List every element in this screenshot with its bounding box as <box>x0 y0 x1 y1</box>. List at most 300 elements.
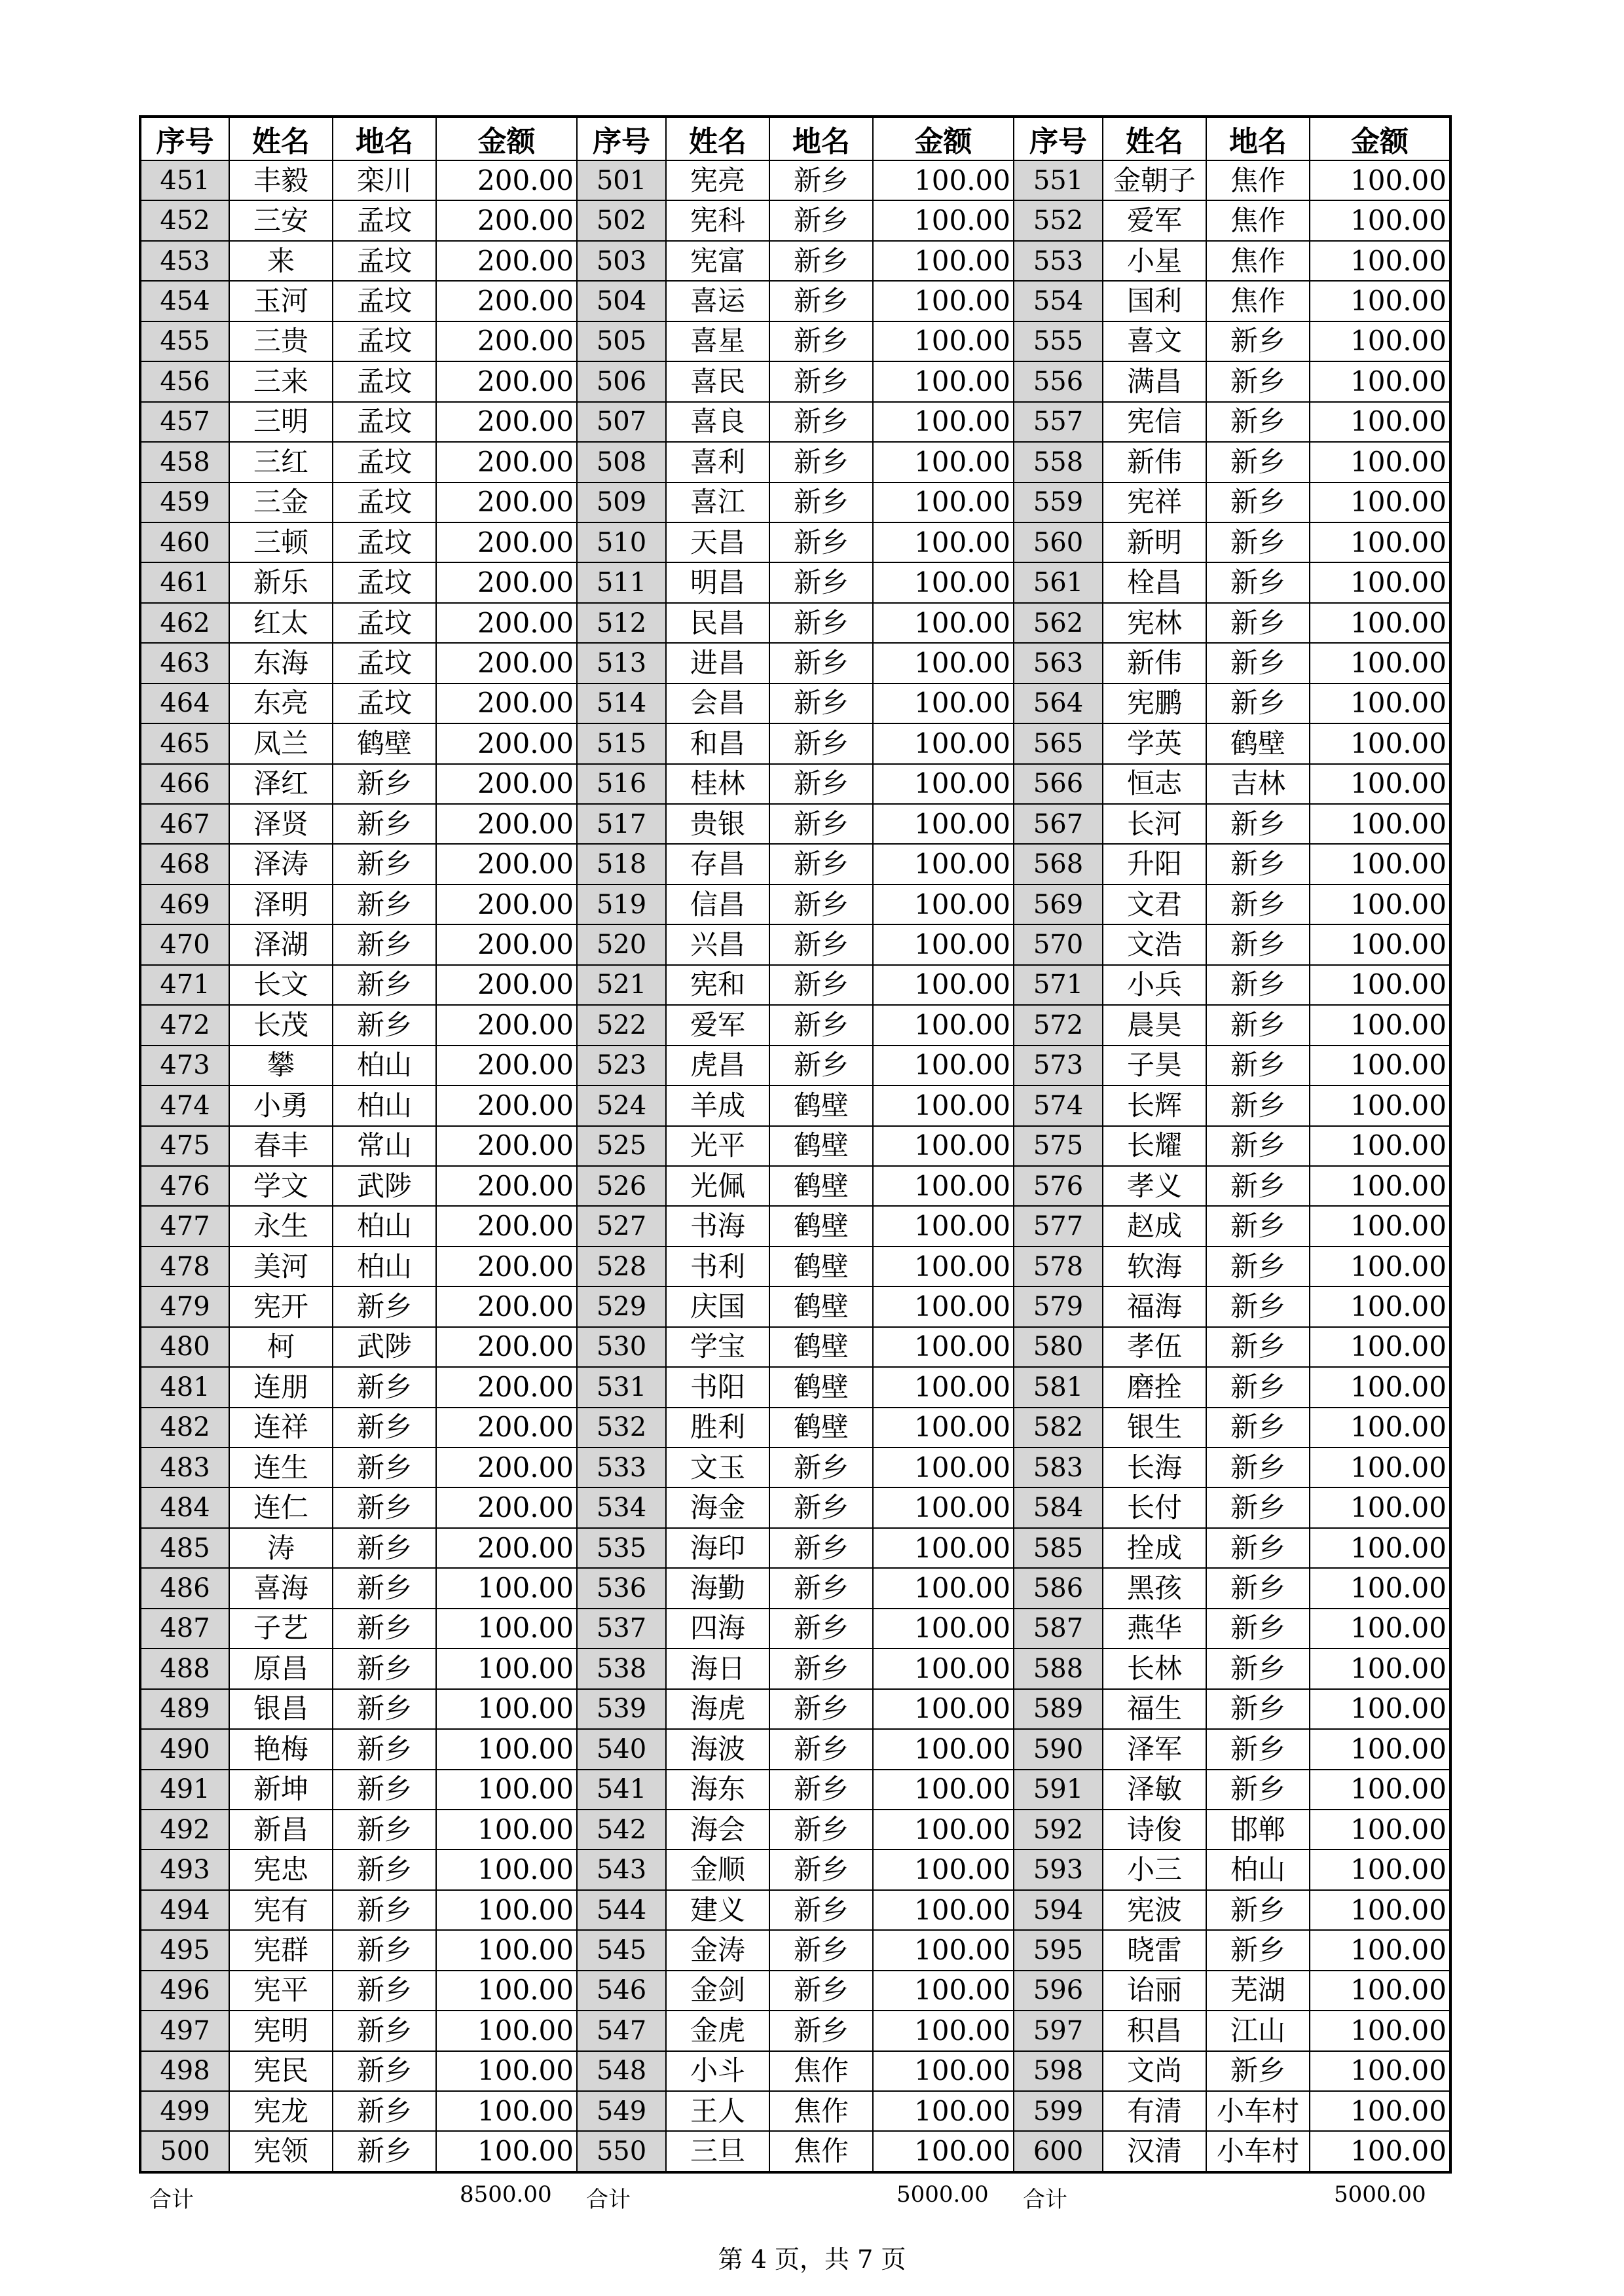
cell-amount: 100.00 <box>1310 1085 1450 1125</box>
cell-amount: 100.00 <box>1310 562 1450 602</box>
cell-name: 三金 <box>229 483 333 522</box>
table-row <box>140 1689 1450 1729</box>
cell-place: 新乡 <box>769 764 873 804</box>
cell-name: 小三 <box>1103 1850 1206 1889</box>
cell-seq: 509 <box>577 483 666 522</box>
cell-name: 宪平 <box>229 1971 333 2011</box>
cell-amount: 100.00 <box>873 1850 1014 1889</box>
cell-place: 新乡 <box>1206 603 1310 643</box>
cell-seq: 569 <box>1014 884 1103 924</box>
cell-name: 光平 <box>666 1126 769 1166</box>
cell-seq: 489 <box>140 1689 229 1729</box>
cell-seq: 562 <box>1014 603 1103 643</box>
cell-place: 新乡 <box>333 764 436 804</box>
cell-name: 诒丽 <box>1103 1971 1206 2011</box>
cell-name: 栓昌 <box>1103 562 1206 602</box>
cell-name: 连朋 <box>229 1367 333 1407</box>
cell-name: 羊成 <box>666 1085 769 1125</box>
cell-place: 新乡 <box>1206 924 1310 964</box>
cell-amount: 200.00 <box>436 1046 577 1085</box>
cell-amount: 100.00 <box>1310 2091 1450 2131</box>
cell-seq: 492 <box>140 1810 229 1850</box>
cell-amount: 200.00 <box>436 1487 577 1527</box>
cell-seq: 506 <box>577 361 666 401</box>
cell-place: 新乡 <box>333 965 436 1005</box>
cell-place: 新乡 <box>769 1528 873 1568</box>
cell-seq: 580 <box>1014 1327 1103 1367</box>
cell-place: 新乡 <box>1206 804 1310 844</box>
cell-amount: 100.00 <box>1310 281 1450 321</box>
cell-name: 宪科 <box>666 200 769 240</box>
cell-place: 新乡 <box>769 1609 873 1649</box>
cell-name: 书海 <box>666 1206 769 1246</box>
cell-seq: 470 <box>140 924 229 964</box>
table-row <box>140 1528 1450 1568</box>
cell-name: 喜运 <box>666 281 769 321</box>
cell-seq: 454 <box>140 281 229 321</box>
cell-name: 喜文 <box>1103 321 1206 361</box>
cell-seq: 457 <box>140 402 229 442</box>
cell-name: 文玉 <box>666 1448 769 1487</box>
cell-amount: 100.00 <box>1310 200 1450 240</box>
cell-amount: 100.00 <box>873 643 1014 683</box>
cell-amount: 100.00 <box>436 1729 577 1769</box>
cell-place: 焦作 <box>1206 200 1310 240</box>
cell-seq: 452 <box>140 200 229 240</box>
cell-name: 三旦 <box>666 2131 769 2172</box>
cell-amount: 200.00 <box>436 683 577 723</box>
cell-name: 海会 <box>666 1810 769 1850</box>
cell-place: 新乡 <box>1206 1166 1310 1206</box>
cell-amount: 100.00 <box>1310 1448 1450 1487</box>
total-label: 合计 <box>586 2186 631 2213</box>
cell-name: 贵银 <box>666 804 769 844</box>
cell-seq: 550 <box>577 2131 666 2172</box>
cell-place: 新乡 <box>769 442 873 482</box>
cell-name: 积昌 <box>1103 2011 1206 2050</box>
cell-place: 新乡 <box>1206 1286 1310 1326</box>
cell-seq: 472 <box>140 1005 229 1045</box>
cell-name: 文浩 <box>1103 924 1206 964</box>
cell-name: 丰毅 <box>229 160 333 200</box>
total-label: 合计 <box>149 2186 194 2213</box>
cell-amount: 100.00 <box>1310 1810 1450 1850</box>
table-row <box>140 1166 1450 1206</box>
cell-seq: 571 <box>1014 965 1103 1005</box>
cell-name: 宪祥 <box>1103 483 1206 522</box>
page-footer: 第 4 页，共 7 页 <box>718 2245 906 2274</box>
cell-seq: 563 <box>1014 643 1103 683</box>
header-name: 姓名 <box>666 117 769 160</box>
cell-amount: 200.00 <box>436 241 577 281</box>
cell-place: 武陟 <box>333 1166 436 1206</box>
cell-name: 攀 <box>229 1046 333 1085</box>
cell-seq: 548 <box>577 2051 666 2091</box>
cell-name: 宪有 <box>229 1890 333 1930</box>
table-row <box>140 2091 1450 2131</box>
cell-amount: 100.00 <box>873 1649 1014 1688</box>
cell-place: 新乡 <box>333 2091 436 2131</box>
cell-seq: 570 <box>1014 924 1103 964</box>
cell-amount: 100.00 <box>1310 1971 1450 2011</box>
cell-place: 新乡 <box>333 1689 436 1729</box>
cell-seq: 518 <box>577 844 666 884</box>
cell-place: 焦作 <box>1206 160 1310 200</box>
cell-name: 汉清 <box>1103 2131 1206 2172</box>
cell-place: 新乡 <box>769 924 873 964</box>
cell-place: 新乡 <box>1206 442 1310 482</box>
table-row <box>140 643 1450 683</box>
cell-name: 三明 <box>229 402 333 442</box>
cell-seq: 589 <box>1014 1689 1103 1729</box>
cell-name: 软海 <box>1103 1247 1206 1286</box>
cell-place: 新乡 <box>333 884 436 924</box>
table-row <box>140 2051 1450 2091</box>
cell-amount: 100.00 <box>873 1689 1014 1729</box>
cell-place: 小车村 <box>1206 2091 1310 2131</box>
cell-name: 宪信 <box>1103 402 1206 442</box>
cell-amount: 100.00 <box>873 483 1014 522</box>
total-label: 合计 <box>1023 2186 1067 2213</box>
cell-amount: 100.00 <box>873 764 1014 804</box>
cell-seq: 575 <box>1014 1126 1103 1166</box>
cell-amount: 200.00 <box>436 281 577 321</box>
table-row <box>140 402 1450 442</box>
cell-name: 新昌 <box>229 1810 333 1850</box>
cell-name: 胜利 <box>666 1408 769 1448</box>
cell-place: 新乡 <box>1206 1609 1310 1649</box>
cell-seq: 552 <box>1014 200 1103 240</box>
cell-seq: 469 <box>140 884 229 924</box>
cell-amount: 100.00 <box>1310 603 1450 643</box>
totals-row <box>139 2174 1450 2213</box>
cell-amount: 100.00 <box>1310 844 1450 884</box>
cell-place: 新乡 <box>769 1930 873 1970</box>
cell-place: 新乡 <box>769 1448 873 1487</box>
cell-place: 新乡 <box>1206 1206 1310 1246</box>
cell-place: 孟坟 <box>333 643 436 683</box>
cell-name: 涛 <box>229 1528 333 1568</box>
cell-amount: 100.00 <box>873 1247 1014 1286</box>
cell-seq: 463 <box>140 643 229 683</box>
cell-name: 海虎 <box>666 1689 769 1729</box>
cell-amount: 100.00 <box>1310 723 1450 763</box>
cell-amount: 100.00 <box>873 1609 1014 1649</box>
cell-name: 书阳 <box>666 1367 769 1407</box>
cell-seq: 459 <box>140 483 229 522</box>
cell-name: 艳梅 <box>229 1729 333 1769</box>
cell-amount: 100.00 <box>873 2011 1014 2050</box>
cell-name: 文君 <box>1103 884 1206 924</box>
cell-name: 喜星 <box>666 321 769 361</box>
cell-seq: 488 <box>140 1649 229 1688</box>
cell-seq: 544 <box>577 1890 666 1930</box>
cell-name: 柯 <box>229 1327 333 1367</box>
cell-name: 小星 <box>1103 241 1206 281</box>
cell-amount: 100.00 <box>1310 1247 1450 1286</box>
cell-name: 福海 <box>1103 1286 1206 1326</box>
cell-place: 新乡 <box>769 1689 873 1729</box>
cell-place: 新乡 <box>769 1005 873 1045</box>
cell-seq: 564 <box>1014 683 1103 723</box>
cell-place: 孟坟 <box>333 562 436 602</box>
cell-amount: 100.00 <box>873 402 1014 442</box>
cell-seq: 551 <box>1014 160 1103 200</box>
cell-seq: 592 <box>1014 1810 1103 1850</box>
cell-seq: 545 <box>577 1930 666 1970</box>
table-row <box>140 1085 1450 1125</box>
cell-name: 爱军 <box>1103 200 1206 240</box>
cell-name: 喜江 <box>666 483 769 522</box>
cell-name: 泽红 <box>229 764 333 804</box>
cell-place: 新乡 <box>333 1810 436 1850</box>
cell-place: 新乡 <box>769 1487 873 1527</box>
cell-seq: 521 <box>577 965 666 1005</box>
cell-seq: 546 <box>577 1971 666 2011</box>
cell-name: 小斗 <box>666 2051 769 2091</box>
table-row <box>140 1971 1450 2011</box>
cell-place: 新乡 <box>1206 1247 1310 1286</box>
cell-amount: 100.00 <box>1310 1166 1450 1206</box>
cell-name: 长耀 <box>1103 1126 1206 1166</box>
table-row <box>140 723 1450 763</box>
cell-name: 晨昊 <box>1103 1005 1206 1045</box>
cell-name: 新明 <box>1103 522 1206 562</box>
cell-seq: 596 <box>1014 1971 1103 2011</box>
cell-amount: 100.00 <box>1310 884 1450 924</box>
cell-seq: 567 <box>1014 804 1103 844</box>
cell-amount: 100.00 <box>436 1850 577 1889</box>
cell-seq: 530 <box>577 1327 666 1367</box>
cell-place: 新乡 <box>769 1890 873 1930</box>
cell-seq: 579 <box>1014 1286 1103 1326</box>
cell-amount: 100.00 <box>1310 160 1450 200</box>
cell-name: 学英 <box>1103 723 1206 763</box>
cell-seq: 517 <box>577 804 666 844</box>
cell-name: 晓雷 <box>1103 1930 1206 1970</box>
cell-seq: 498 <box>140 2051 229 2091</box>
cell-name: 升阳 <box>1103 844 1206 884</box>
cell-seq: 573 <box>1014 1046 1103 1085</box>
cell-amount: 100.00 <box>873 884 1014 924</box>
cell-name: 宪开 <box>229 1286 333 1326</box>
cell-amount: 100.00 <box>436 2131 577 2172</box>
cell-seq: 516 <box>577 764 666 804</box>
header-row <box>140 117 1450 160</box>
cell-amount: 100.00 <box>1310 1046 1450 1085</box>
cell-place: 新乡 <box>1206 1487 1310 1527</box>
cell-place: 焦作 <box>769 2051 873 2091</box>
cell-amount: 100.00 <box>873 1729 1014 1769</box>
cell-seq: 513 <box>577 643 666 683</box>
cell-place: 新乡 <box>1206 1126 1310 1166</box>
cell-place: 鹤壁 <box>769 1085 873 1125</box>
table-row <box>140 1729 1450 1769</box>
cell-seq: 501 <box>577 160 666 200</box>
cell-seq: 553 <box>1014 241 1103 281</box>
cell-place: 新乡 <box>333 1971 436 2011</box>
cell-name: 宪和 <box>666 965 769 1005</box>
cell-name: 泽涛 <box>229 844 333 884</box>
cell-name: 新坤 <box>229 1770 333 1810</box>
cell-seq: 484 <box>140 1487 229 1527</box>
cell-amount: 100.00 <box>873 321 1014 361</box>
cell-name: 桂林 <box>666 764 769 804</box>
cell-seq: 487 <box>140 1609 229 1649</box>
cell-place: 孟坟 <box>333 402 436 442</box>
cell-seq: 560 <box>1014 522 1103 562</box>
cell-amount: 100.00 <box>1310 1850 1450 1889</box>
cell-seq: 524 <box>577 1085 666 1125</box>
cell-name: 恒志 <box>1103 764 1206 804</box>
cell-name: 金虎 <box>666 2011 769 2050</box>
cell-name: 新伟 <box>1103 442 1206 482</box>
cell-amount: 100.00 <box>873 160 1014 200</box>
cell-amount: 100.00 <box>873 1568 1014 1608</box>
cell-name: 海波 <box>666 1729 769 1769</box>
cell-amount: 100.00 <box>436 2091 577 2131</box>
cell-place: 武陟 <box>333 1327 436 1367</box>
cell-place: 新乡 <box>333 924 436 964</box>
roster-sheet <box>139 115 1450 2213</box>
cell-place: 新乡 <box>333 2051 436 2091</box>
cell-place: 新乡 <box>1206 1930 1310 1970</box>
cell-amount: 100.00 <box>873 1528 1014 1568</box>
cell-place: 新乡 <box>333 804 436 844</box>
cell-place: 新乡 <box>1206 1890 1310 1930</box>
cell-place: 新乡 <box>769 844 873 884</box>
cell-name: 泽湖 <box>229 924 333 964</box>
cell-place: 新乡 <box>1206 1327 1310 1367</box>
total-value: 5000.00 <box>1334 2181 1426 2208</box>
cell-name: 小勇 <box>229 1085 333 1125</box>
cell-place: 新乡 <box>333 1528 436 1568</box>
cell-seq: 557 <box>1014 402 1103 442</box>
cell-place: 新乡 <box>769 281 873 321</box>
cell-place: 新乡 <box>333 1005 436 1045</box>
cell-place: 新乡 <box>1206 321 1310 361</box>
cell-amount: 200.00 <box>436 723 577 763</box>
cell-seq: 458 <box>140 442 229 482</box>
cell-place: 吉林 <box>1206 764 1310 804</box>
cell-seq: 508 <box>577 442 666 482</box>
cell-amount: 200.00 <box>436 764 577 804</box>
cell-seq: 595 <box>1014 1930 1103 1970</box>
cell-place: 新乡 <box>333 1890 436 1930</box>
cell-name: 连祥 <box>229 1408 333 1448</box>
cell-name: 金剑 <box>666 1971 769 2011</box>
cell-amount: 100.00 <box>1310 1005 1450 1045</box>
cell-seq: 543 <box>577 1850 666 1889</box>
cell-seq: 585 <box>1014 1528 1103 1568</box>
cell-amount: 200.00 <box>436 1528 577 1568</box>
cell-place: 新乡 <box>1206 1649 1310 1688</box>
table-row <box>140 1649 1450 1688</box>
cell-name: 长河 <box>1103 804 1206 844</box>
cell-place: 新乡 <box>333 1286 436 1326</box>
table-row <box>140 1448 1450 1487</box>
cell-seq: 590 <box>1014 1729 1103 1769</box>
cell-amount: 100.00 <box>873 603 1014 643</box>
cell-place: 新乡 <box>333 1609 436 1649</box>
cell-place: 柏山 <box>333 1247 436 1286</box>
cell-seq: 511 <box>577 562 666 602</box>
cell-place: 焦作 <box>769 2091 873 2131</box>
header-place: 地名 <box>769 117 873 160</box>
cell-name: 三贵 <box>229 321 333 361</box>
cell-name: 三来 <box>229 361 333 401</box>
cell-amount: 100.00 <box>436 2051 577 2091</box>
table-row <box>140 1367 1450 1407</box>
cell-name: 满昌 <box>1103 361 1206 401</box>
cell-seq: 581 <box>1014 1367 1103 1407</box>
cell-place: 新乡 <box>333 1770 436 1810</box>
cell-place: 新乡 <box>1206 1448 1310 1487</box>
cell-name: 子昊 <box>1103 1046 1206 1085</box>
cell-name: 海东 <box>666 1770 769 1810</box>
cell-name: 来 <box>229 241 333 281</box>
cell-amount: 200.00 <box>436 1327 577 1367</box>
cell-amount: 100.00 <box>436 1568 577 1608</box>
cell-seq: 547 <box>577 2011 666 2050</box>
cell-seq: 538 <box>577 1649 666 1688</box>
cell-amount: 200.00 <box>436 402 577 442</box>
cell-seq: 587 <box>1014 1609 1103 1649</box>
cell-amount: 100.00 <box>436 1689 577 1729</box>
cell-seq: 577 <box>1014 1206 1103 1246</box>
cell-place: 新乡 <box>1206 1689 1310 1729</box>
cell-seq: 502 <box>577 200 666 240</box>
cell-place: 孟坟 <box>333 683 436 723</box>
cell-seq: 532 <box>577 1408 666 1448</box>
cell-seq: 578 <box>1014 1247 1103 1286</box>
cell-place: 孟坟 <box>333 442 436 482</box>
cell-amount: 100.00 <box>873 281 1014 321</box>
cell-name: 宪鹏 <box>1103 683 1206 723</box>
cell-seq: 583 <box>1014 1448 1103 1487</box>
cell-name: 长林 <box>1103 1649 1206 1688</box>
cell-seq: 479 <box>140 1286 229 1326</box>
cell-place: 孟坟 <box>333 522 436 562</box>
cell-amount: 100.00 <box>436 1609 577 1649</box>
cell-name: 燕华 <box>1103 1609 1206 1649</box>
header-place: 地名 <box>333 117 436 160</box>
table-row <box>140 1247 1450 1286</box>
header-amount: 金额 <box>1310 117 1450 160</box>
cell-name: 建义 <box>666 1890 769 1930</box>
cell-seq: 503 <box>577 241 666 281</box>
cell-name: 虎昌 <box>666 1046 769 1085</box>
cell-place: 新乡 <box>1206 1367 1310 1407</box>
cell-amount: 200.00 <box>436 603 577 643</box>
cell-seq: 477 <box>140 1206 229 1246</box>
cell-place: 孟坟 <box>333 483 436 522</box>
cell-place: 鹤壁 <box>769 1286 873 1326</box>
cell-place: 新乡 <box>769 160 873 200</box>
cell-name: 宪民 <box>229 2051 333 2091</box>
cell-seq: 594 <box>1014 1890 1103 1930</box>
cell-amount: 100.00 <box>1310 1286 1450 1326</box>
cell-seq: 510 <box>577 522 666 562</box>
table-row <box>140 804 1450 844</box>
table-row <box>140 1046 1450 1085</box>
cell-seq: 512 <box>577 603 666 643</box>
table-row <box>140 1568 1450 1608</box>
cell-name: 宪群 <box>229 1930 333 1970</box>
cell-amount: 100.00 <box>873 1005 1014 1045</box>
cell-seq: 467 <box>140 804 229 844</box>
cell-amount: 200.00 <box>436 1126 577 1166</box>
